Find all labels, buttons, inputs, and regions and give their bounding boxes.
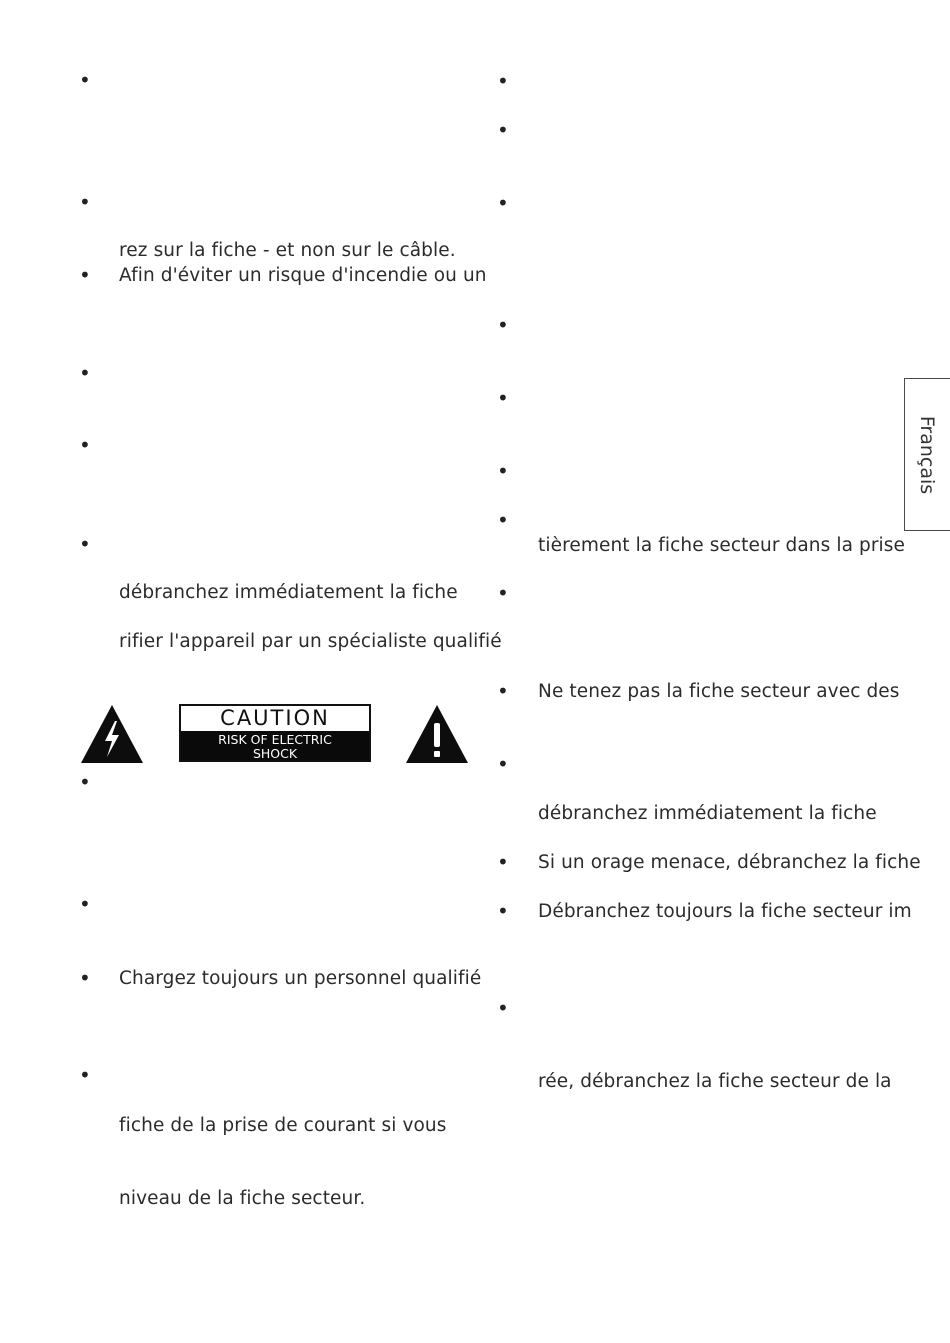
caution-plate — [179, 704, 371, 762]
list-bullet — [79, 440, 89, 450]
list-bullet — [497, 515, 507, 525]
list-bullet — [79, 777, 89, 787]
list-item-text: débranchez immédiatement la fiche — [538, 803, 877, 824]
list-bullet — [497, 906, 507, 916]
list-bullet — [497, 759, 507, 769]
list-item-text: Débranchez toujours la fiche secteur im — [538, 901, 912, 922]
list-bullet — [497, 76, 507, 86]
list-item-text: rez sur la fiche - et non sur le câble. — [119, 240, 456, 261]
list-bullet — [497, 1003, 507, 1013]
list-bullet — [79, 75, 89, 85]
list-bullet — [79, 973, 89, 983]
list-bullet — [79, 539, 89, 549]
caution-title: CAUTION — [220, 706, 330, 730]
language-tab-label: Français — [916, 415, 939, 494]
list-bullet — [497, 686, 507, 696]
exclamation-warning-triangle-icon — [404, 703, 470, 765]
list-item-text: Afin d'éviter un risque d'incendie ou un — [119, 265, 487, 286]
list-item-text: niveau de la fiche secteur. — [119, 1188, 366, 1209]
list-item-text: Chargez toujours un personnel qualifié — [119, 968, 482, 989]
caution-subtitle-line: SHOCK — [252, 746, 298, 761]
list-bullet — [497, 393, 507, 403]
list-bullet — [497, 125, 507, 135]
list-bullet — [497, 857, 507, 867]
list-item-text: tièrement la fiche secteur dans la prise — [538, 535, 906, 556]
list-bullet — [79, 1070, 89, 1080]
list-item-text: débranchez immédiatement la fiche — [119, 582, 458, 603]
language-tab — [904, 378, 950, 531]
list-bullet — [497, 588, 507, 598]
list-bullet — [497, 466, 507, 476]
caution-subtitle-line: RISK OF ELECTRIC — [218, 732, 332, 747]
list-item-text: rée, débranchez la fiche secteur de la — [538, 1071, 892, 1092]
list-item-text: fiche de la prise de courant si vous — [119, 1115, 447, 1136]
caution-subtitle — [181, 731, 369, 760]
list-bullet — [79, 270, 89, 280]
list-bullet — [497, 320, 507, 330]
list-item-text: Si un orage menace, débranchez la fiche — [538, 852, 921, 873]
list-bullet — [79, 197, 89, 207]
list-item-text: Ne tenez pas la fiche secteur avec des — [538, 681, 900, 702]
list-bullet — [79, 368, 89, 378]
list-bullet — [79, 899, 89, 909]
list-item-text: rifier l'appareil par un spécialiste qualifié — [119, 631, 502, 652]
lightning-warning-triangle-icon — [79, 703, 145, 765]
list-bullet — [497, 198, 507, 208]
